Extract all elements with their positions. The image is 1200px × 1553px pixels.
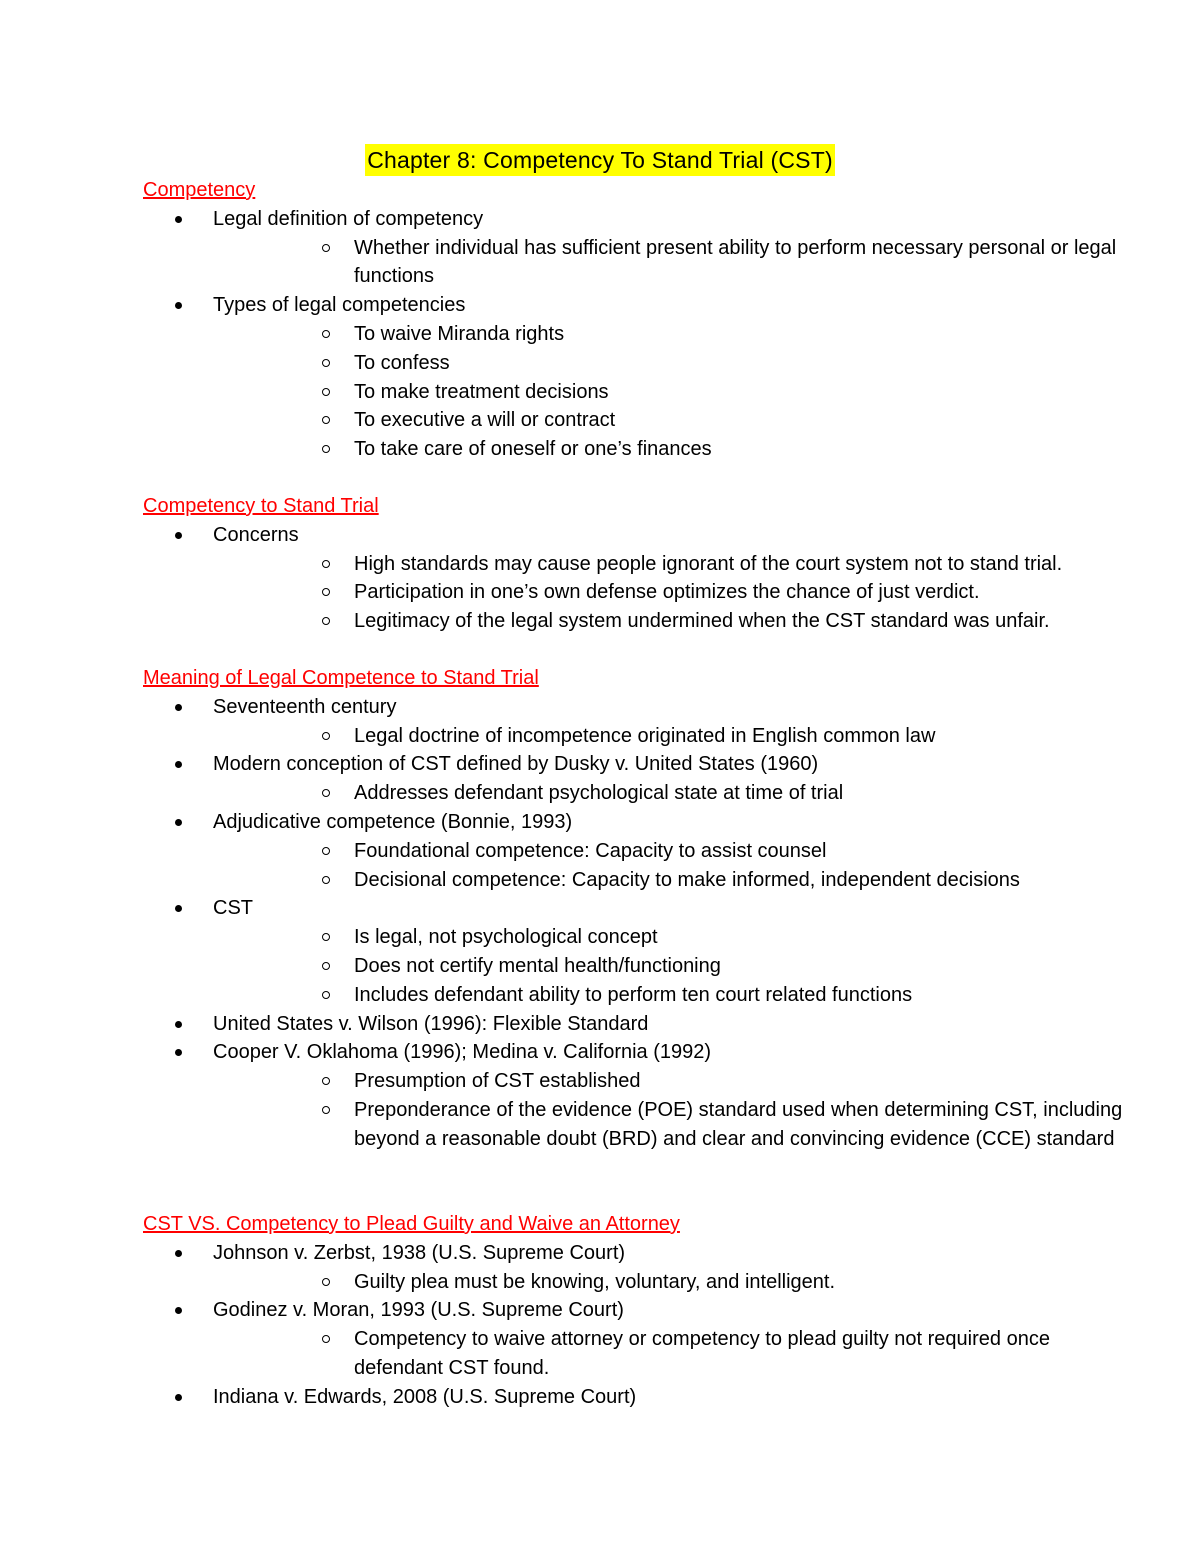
list-item-text: Concerns — [213, 523, 299, 546]
list-item-text: Seventeenth century — [213, 695, 397, 718]
bullet-icon — [175, 1307, 182, 1314]
hollow-bullet-icon — [322, 330, 330, 338]
list-item — [143, 808, 1143, 894]
bullet-icon — [175, 1021, 182, 1028]
bullet-icon — [175, 1049, 182, 1056]
list-item-text: Cooper V. Oklahoma (1996); Medina v. California (1992) — [213, 1041, 712, 1064]
hollow-bullet-icon — [322, 560, 330, 568]
bullet-icon — [175, 905, 182, 912]
list-item — [143, 205, 1143, 291]
list-item — [143, 750, 1143, 808]
bullet-list — [143, 693, 1143, 1154]
hollow-bullet-icon — [322, 991, 330, 999]
sub-list-item — [213, 234, 1143, 292]
list-item — [143, 1296, 1143, 1382]
sub-list-item-text: Addresses defendant psychological state at time of trial — [354, 782, 844, 805]
list-item-text: Godinez v. Moran, 1993 (U.S. Supreme Court) — [213, 1299, 624, 1322]
list-item — [143, 1383, 1143, 1412]
section-heading: Meaning of Legal Competence to Stand Trial — [143, 667, 539, 689]
bullet-icon — [175, 819, 182, 826]
sub-list-item-text: Does not certify mental health/functioning — [354, 954, 721, 977]
bullet-icon — [175, 216, 182, 223]
sub-list-item — [213, 406, 1143, 435]
bullet-list — [143, 205, 1143, 464]
sub-list-item-text: Is legal, not psychological concept — [354, 926, 658, 949]
sub-list-item — [213, 1325, 1143, 1383]
hollow-bullet-icon — [322, 789, 330, 797]
sub-list-item — [213, 1268, 1143, 1297]
sub-list-item — [213, 779, 1143, 808]
sub-list-item-text: Preponderance of the evidence (POE) standard used when determining CST, including beyond a reasonable doubt (BRD) and clear and convincing evidence (CCE) standard — [354, 1098, 1123, 1150]
sub-list-item — [213, 837, 1143, 866]
list-item — [143, 1010, 1143, 1039]
sub-list-item — [213, 1067, 1143, 1096]
sub-list-item — [213, 349, 1143, 378]
sub-list-item-text: Decisional competence: Capacity to make informed, independent decisions — [354, 868, 1020, 891]
bullet-list — [143, 1239, 1143, 1412]
sub-list-item — [213, 952, 1143, 981]
sub-list-item-text: Includes defendant ability to perform ten court related functions — [354, 983, 913, 1006]
sub-list-item — [213, 435, 1143, 464]
sub-list-item — [213, 320, 1143, 349]
bullet-icon — [175, 532, 182, 539]
sub-list-item-text: Foundational competence: Capacity to assist counsel — [354, 839, 827, 862]
section-heading: Competency — [143, 179, 256, 201]
sub-list-item-text: Participation in one’s own defense optimizes the chance of just verdict. — [354, 581, 980, 604]
hollow-bullet-icon — [322, 962, 330, 970]
bullet-icon — [175, 704, 182, 711]
hollow-bullet-icon — [322, 1278, 330, 1286]
sub-list-item-text: To confess — [354, 351, 450, 374]
hollow-bullet-icon — [322, 416, 330, 424]
sub-list-item — [213, 866, 1143, 895]
page-title: Chapter 8: Competency To Stand Trial (CST) — [365, 144, 835, 176]
sub-list-item-text: Presumption of CST established — [354, 1070, 641, 1093]
sub-list-item — [213, 550, 1143, 579]
sub-list-item-text: Legal doctrine of incompetence originated in English common law — [354, 724, 936, 747]
sub-list-item-text: To take care of oneself or one’s finances — [354, 438, 712, 461]
section-competency — [143, 176, 1143, 464]
list-item — [143, 291, 1143, 464]
list-item-text: Indiana v. Edwards, 2008 (U.S. Supreme Court) — [213, 1385, 637, 1408]
section-meaning-of-legal-competence — [143, 664, 1143, 1154]
list-item-text: United States v. Wilson (1996): Flexible Standard — [213, 1012, 649, 1035]
list-item-text: Legal definition of competency — [213, 207, 484, 230]
bullet-list — [143, 521, 1143, 636]
hollow-bullet-icon — [322, 244, 330, 252]
sub-list-item — [213, 378, 1143, 407]
hollow-bullet-icon — [322, 1335, 330, 1343]
hollow-bullet-icon — [322, 732, 330, 740]
sub-list-item — [213, 722, 1143, 751]
hollow-bullet-icon — [322, 1077, 330, 1085]
hollow-bullet-icon — [322, 847, 330, 855]
list-item — [143, 1038, 1143, 1153]
bullet-icon — [175, 1250, 182, 1257]
sub-list-item-text: Legitimacy of the legal system undermined when the CST standard was unfair. — [354, 610, 1050, 633]
bullet-icon — [175, 1394, 182, 1401]
hollow-bullet-icon — [322, 359, 330, 367]
sub-list-item — [213, 1096, 1143, 1154]
section-cst-vs-competency-to-plead-guilty — [143, 1210, 1143, 1412]
sub-list-item-text: Whether individual has sufficient present ability to perform necessary personal or legal functions — [354, 236, 1117, 288]
sub-list-item-text: To executive a will or contract — [354, 409, 616, 432]
sub-list-item-text: To make treatment decisions — [354, 380, 609, 403]
hollow-bullet-icon — [322, 588, 330, 596]
hollow-bullet-icon — [322, 445, 330, 453]
sub-list-item — [213, 578, 1143, 607]
list-item-text: Modern conception of CST defined by Dusky v. United States (1960) — [213, 753, 819, 776]
hollow-bullet-icon — [322, 876, 330, 884]
hollow-bullet-icon — [322, 1106, 330, 1114]
hollow-bullet-icon — [322, 388, 330, 396]
hollow-bullet-icon — [322, 617, 330, 625]
list-item-text: Johnson v. Zerbst, 1938 (U.S. Supreme Court) — [213, 1241, 626, 1264]
sub-list-item-text: Competency to waive attorney or competency to plead guilty not required once defendant CST found. — [354, 1328, 1050, 1379]
list-item-text: CST — [213, 897, 253, 920]
sub-list-item — [213, 607, 1143, 636]
bullet-icon — [175, 302, 182, 309]
sub-list-item — [213, 923, 1143, 952]
title-container — [0, 144, 1200, 176]
section-competency-to-stand-trial — [143, 492, 1143, 636]
section-heading: CST VS. Competency to Plead Guilty and Waive an Attorney — [143, 1213, 680, 1235]
sub-list-item-text: Guilty plea must be knowing, voluntary, and intelligent. — [354, 1270, 836, 1293]
sub-list-item-text: High standards may cause people ignorant of the court system not to stand trial. — [354, 552, 1063, 575]
sub-list-item — [213, 981, 1143, 1010]
hollow-bullet-icon — [322, 933, 330, 941]
list-item — [143, 894, 1143, 1009]
bullet-icon — [175, 761, 182, 768]
list-item — [143, 521, 1143, 636]
list-item-text: Types of legal competencies — [213, 294, 466, 317]
list-item-text: Adjudicative competence (Bonnie, 1993) — [213, 810, 573, 833]
sub-list-item-text: To waive Miranda rights — [354, 322, 565, 345]
section-heading: Competency to Stand Trial — [143, 495, 379, 517]
list-item — [143, 693, 1143, 751]
list-item — [143, 1239, 1143, 1297]
